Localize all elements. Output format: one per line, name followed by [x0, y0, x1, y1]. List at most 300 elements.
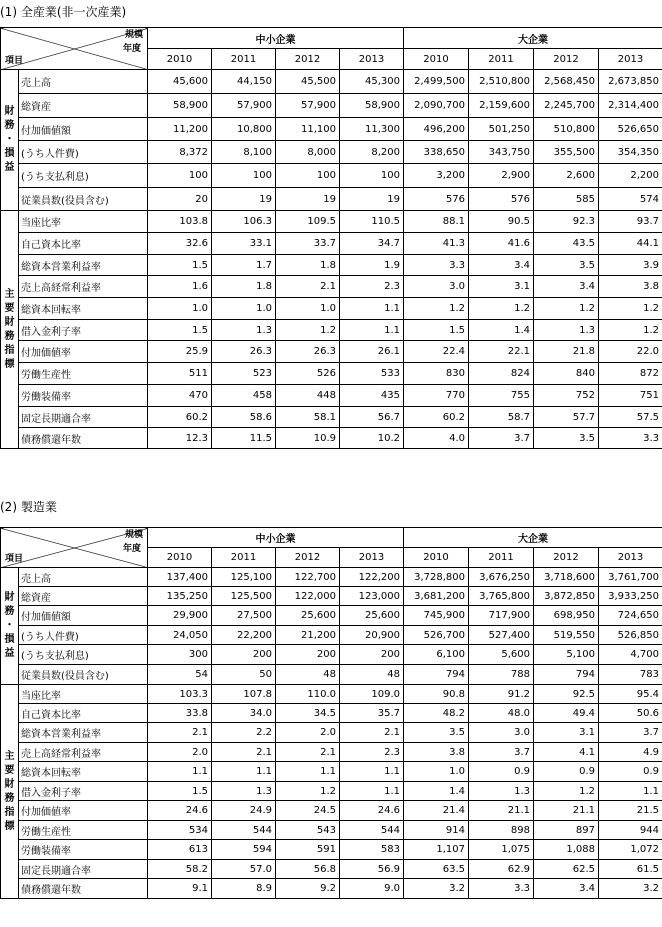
value-cell: 3.0	[404, 276, 469, 298]
row-label: (うち支払利息)	[19, 645, 148, 665]
value-cell: 2,900	[469, 164, 534, 188]
value-cell: 21.1	[469, 801, 534, 821]
value-cell: 2,200	[599, 164, 662, 188]
value-cell: 496,200	[404, 118, 469, 141]
value-cell: 48	[340, 665, 404, 685]
row-label: 付加価値率	[19, 341, 148, 363]
value-cell: 3.3	[469, 879, 534, 899]
value-cell: 3.7	[469, 743, 534, 762]
value-cell: 56.8	[276, 860, 340, 879]
header-item-label: 項目	[5, 56, 24, 66]
value-cell: 3.5	[534, 255, 599, 276]
value-cell: 57,900	[212, 94, 276, 118]
value-cell: 41.3	[404, 233, 469, 255]
value-cell: 1.1	[212, 762, 276, 782]
value-cell: 1,075	[469, 840, 534, 860]
year-header: 2011	[212, 548, 276, 568]
value-cell: 48.0	[469, 704, 534, 723]
value-cell: 1,072	[599, 840, 662, 860]
value-cell: 34.7	[340, 233, 404, 255]
row-label: 当座比率	[19, 211, 148, 233]
value-cell: 543	[276, 821, 340, 840]
value-cell: 724,650	[599, 606, 662, 626]
value-cell: 872	[599, 363, 662, 385]
group-label-char: 務	[4, 606, 15, 617]
group-label-char: 益	[4, 648, 15, 659]
value-cell: 137,400	[148, 568, 212, 587]
value-cell: 3.7	[599, 723, 662, 743]
value-cell: 458	[212, 385, 276, 407]
value-cell: 1.1	[340, 320, 404, 341]
value-cell: 343,750	[469, 141, 534, 164]
value-cell: 34.0	[212, 704, 276, 723]
value-cell: 22.1	[469, 341, 534, 363]
value-cell: 585	[534, 188, 599, 211]
table-row	[1, 341, 662, 363]
value-cell: 3.0	[469, 723, 534, 743]
value-cell: 544	[340, 821, 404, 840]
value-cell: 3.4	[534, 276, 599, 298]
value-cell: 533	[340, 363, 404, 385]
value-cell: 10.9	[276, 428, 340, 449]
value-cell: 1.2	[534, 782, 599, 801]
value-cell: 8,100	[212, 141, 276, 164]
group-label-fin	[1, 568, 19, 685]
group-label-char: 指	[4, 806, 15, 818]
section-1-title: (1) 全産業(非一次産業)	[0, 5, 127, 19]
table-row	[1, 821, 662, 840]
value-cell: 3,676,250	[469, 568, 534, 587]
table-row	[1, 188, 662, 211]
value-cell: 3,761,700	[599, 568, 662, 587]
value-cell: 3,872,850	[534, 587, 599, 606]
value-cell: 103.8	[148, 211, 212, 233]
table-row	[1, 94, 662, 118]
group-label-ratio	[1, 685, 19, 899]
value-cell: 1.1	[340, 298, 404, 320]
value-cell: 338,650	[404, 141, 469, 164]
table-row	[1, 723, 662, 743]
header-scale-label: 規模	[124, 30, 143, 40]
row-label: 売上高経常利益率	[19, 743, 148, 762]
table-row	[1, 164, 662, 188]
value-cell: 90.5	[469, 211, 534, 233]
row-label: 総資本営業利益率	[19, 723, 148, 743]
row-label: 付加価値額	[19, 606, 148, 626]
value-cell: 33.1	[212, 233, 276, 255]
value-cell: 526,650	[599, 118, 662, 141]
value-cell: 2,600	[534, 164, 599, 188]
header-scale-label: 規模	[124, 530, 143, 540]
value-cell: 8,000	[276, 141, 340, 164]
value-cell: 1.1	[276, 762, 340, 782]
value-cell: 58.7	[469, 407, 534, 428]
value-cell: 33.8	[148, 704, 212, 723]
value-cell: 3.3	[404, 255, 469, 276]
value-cell: 24.6	[148, 801, 212, 821]
year-header: 2011	[469, 49, 534, 70]
value-cell: 109.5	[276, 211, 340, 233]
value-cell: 21.5	[599, 801, 662, 821]
value-cell: 3.4	[469, 255, 534, 276]
value-cell: 90.8	[404, 685, 469, 704]
value-cell: 1.0	[404, 762, 469, 782]
group-label-char: 財	[4, 592, 15, 603]
value-cell: 62.9	[469, 860, 534, 879]
value-cell: 1.2	[276, 782, 340, 801]
value-cell: 2.3	[340, 276, 404, 298]
value-cell: 470	[148, 385, 212, 407]
value-cell: 824	[469, 363, 534, 385]
value-cell: 2,568,450	[534, 70, 599, 94]
table-row	[1, 587, 662, 606]
value-cell: 1.5	[148, 320, 212, 341]
row-label: 借入金利子率	[19, 782, 148, 801]
value-cell: 95.4	[599, 685, 662, 704]
table-row	[1, 840, 662, 860]
value-cell: 100	[148, 164, 212, 188]
value-cell: 2.3	[340, 743, 404, 762]
value-cell: 45,600	[148, 70, 212, 94]
value-cell: 3.8	[599, 276, 662, 298]
value-cell: 135,250	[148, 587, 212, 606]
value-cell: 2.1	[212, 743, 276, 762]
row-label: 固定長期適合率	[19, 407, 148, 428]
value-cell: 1.9	[340, 255, 404, 276]
table-row	[1, 141, 662, 164]
value-cell: 123,000	[340, 587, 404, 606]
group-label-char: ・	[4, 134, 15, 145]
value-cell: 2.1	[148, 723, 212, 743]
value-cell: 45,300	[340, 70, 404, 94]
value-cell: 1.0	[212, 298, 276, 320]
row-label: 付加価値額	[19, 118, 148, 141]
value-cell: 109.0	[340, 685, 404, 704]
value-cell: 57,900	[276, 94, 340, 118]
value-cell: 25.9	[148, 341, 212, 363]
value-cell: 794	[534, 665, 599, 685]
row-label: 自己資本比率	[19, 233, 148, 255]
value-cell: 435	[340, 385, 404, 407]
row-label: 固定長期適合率	[19, 860, 148, 879]
value-cell: 61.5	[599, 860, 662, 879]
table-row	[1, 385, 662, 407]
value-cell: 1.2	[534, 298, 599, 320]
value-cell: 34.5	[276, 704, 340, 723]
value-cell: 9.0	[340, 879, 404, 899]
group-header-large: 大企業	[404, 28, 662, 49]
value-cell: 3,718,600	[534, 568, 599, 587]
value-cell: 11,100	[276, 118, 340, 141]
value-cell: 448	[276, 385, 340, 407]
value-cell: 1.6	[148, 276, 212, 298]
value-cell: 50.6	[599, 704, 662, 723]
value-cell: 2,314,400	[599, 94, 662, 118]
value-cell: 830	[404, 363, 469, 385]
value-cell: 2,159,600	[469, 94, 534, 118]
value-cell: 106.3	[212, 211, 276, 233]
table-row	[1, 276, 662, 298]
value-cell: 3.1	[534, 723, 599, 743]
value-cell: 3.3	[599, 428, 662, 449]
year-header: 2010	[148, 49, 212, 70]
value-cell: 770	[404, 385, 469, 407]
value-cell: 48.2	[404, 704, 469, 723]
year-header: 2012	[534, 49, 599, 70]
value-cell: 57.7	[534, 407, 599, 428]
value-cell: 1.8	[276, 255, 340, 276]
year-header: 2011	[212, 49, 276, 70]
group-label-char: 損	[4, 634, 15, 645]
value-cell: 0.9	[534, 762, 599, 782]
value-cell: 29,900	[148, 606, 212, 626]
value-cell: 57.0	[212, 860, 276, 879]
table-row	[1, 801, 662, 821]
value-cell: 534	[148, 821, 212, 840]
value-cell: 125,100	[212, 568, 276, 587]
value-cell: 33.7	[276, 233, 340, 255]
value-cell: 54	[148, 665, 212, 685]
table-row	[1, 233, 662, 255]
value-cell: 200	[276, 645, 340, 665]
table-row	[1, 626, 662, 645]
value-cell: 88.1	[404, 211, 469, 233]
value-cell: 0.9	[599, 762, 662, 782]
value-cell: 22.4	[404, 341, 469, 363]
value-cell: 49.4	[534, 704, 599, 723]
value-cell: 57.5	[599, 407, 662, 428]
value-cell: 41.6	[469, 233, 534, 255]
value-cell: 355,500	[534, 141, 599, 164]
group-header-small: 中小企業	[148, 28, 404, 49]
value-cell: 544	[212, 821, 276, 840]
value-cell: 122,000	[276, 587, 340, 606]
value-cell: 1.1	[340, 782, 404, 801]
value-cell: 1.5	[148, 255, 212, 276]
value-cell: 43.5	[534, 233, 599, 255]
header-row-scale	[1, 528, 662, 548]
value-cell: 1.1	[599, 782, 662, 801]
row-label: 総資本営業利益率	[19, 255, 148, 276]
section-1-table	[0, 27, 662, 449]
value-cell: 10.2	[340, 428, 404, 449]
value-cell: 519,550	[534, 626, 599, 645]
value-cell: 58.6	[212, 407, 276, 428]
value-cell: 21,200	[276, 626, 340, 645]
value-cell: 2,090,700	[404, 94, 469, 118]
value-cell: 20,900	[340, 626, 404, 645]
value-cell: 60.2	[148, 407, 212, 428]
value-cell: 26.1	[340, 341, 404, 363]
row-label: 売上高	[19, 568, 148, 587]
value-cell: 2.1	[276, 743, 340, 762]
group-label-char: 主	[4, 288, 15, 300]
value-cell: 58,900	[340, 94, 404, 118]
value-cell: 5,100	[534, 645, 599, 665]
value-cell: 92.3	[534, 211, 599, 233]
table-row	[1, 320, 662, 341]
value-cell: 3.1	[469, 276, 534, 298]
value-cell: 576	[469, 188, 534, 211]
value-cell: 22,200	[212, 626, 276, 645]
group-label-char: ・	[4, 620, 15, 631]
value-cell: 2,499,500	[404, 70, 469, 94]
group-label-char: 要	[4, 764, 15, 776]
value-cell: 1.7	[212, 255, 276, 276]
group-header-large: 大企業	[404, 528, 662, 548]
value-cell: 103.3	[148, 685, 212, 704]
table-row	[1, 407, 662, 428]
header-year-label: 年度	[122, 544, 141, 554]
value-cell: 526,700	[404, 626, 469, 645]
value-cell: 717,900	[469, 606, 534, 626]
value-cell: 24.6	[340, 801, 404, 821]
row-label: 労働装備率	[19, 840, 148, 860]
table-row	[1, 665, 662, 685]
value-cell: 755	[469, 385, 534, 407]
value-cell: 2,510,800	[469, 70, 534, 94]
group-label-fin	[1, 70, 19, 211]
value-cell: 21.4	[404, 801, 469, 821]
value-cell: 354,350	[599, 141, 662, 164]
table-row	[1, 118, 662, 141]
year-header: 2010	[404, 548, 469, 568]
value-cell: 783	[599, 665, 662, 685]
value-cell: 21.8	[534, 341, 599, 363]
year-header: 2013	[340, 49, 404, 70]
value-cell: 1.5	[148, 782, 212, 801]
value-cell: 1.4	[404, 782, 469, 801]
value-cell: 794	[404, 665, 469, 685]
value-cell: 2.1	[340, 723, 404, 743]
header-item-label: 項目	[5, 554, 24, 564]
value-cell: 56.9	[340, 860, 404, 879]
value-cell: 125,500	[212, 587, 276, 606]
value-cell: 594	[212, 840, 276, 860]
value-cell: 4.9	[599, 743, 662, 762]
group-label-char: 益	[4, 162, 15, 173]
value-cell: 3,765,800	[469, 587, 534, 606]
group-label-char: 要	[4, 302, 15, 314]
value-cell: 3,728,800	[404, 568, 469, 587]
year-header: 2013	[340, 548, 404, 568]
table-row	[1, 70, 662, 94]
value-cell: 510,800	[534, 118, 599, 141]
row-label: 売上高	[19, 70, 148, 94]
value-cell: 60.2	[404, 407, 469, 428]
value-cell: 1.5	[404, 320, 469, 341]
value-cell: 8,200	[340, 141, 404, 164]
value-cell: 1,088	[534, 840, 599, 860]
value-cell: 93.7	[599, 211, 662, 233]
value-cell: 11,200	[148, 118, 212, 141]
value-cell: 3.5	[534, 428, 599, 449]
value-cell: 511	[148, 363, 212, 385]
value-cell: 62.5	[534, 860, 599, 879]
value-cell: 1.0	[276, 298, 340, 320]
row-label: 付加価値率	[19, 801, 148, 821]
value-cell: 24,050	[148, 626, 212, 645]
value-cell: 3,681,200	[404, 587, 469, 606]
row-label: 債務償還年数	[19, 428, 148, 449]
group-label-char: 財	[4, 106, 15, 117]
group-label-char: 務	[4, 330, 15, 342]
row-label: 売上高経常利益率	[19, 276, 148, 298]
value-cell: 2.0	[276, 723, 340, 743]
row-label: 総資産	[19, 94, 148, 118]
value-cell: 3,933,250	[599, 587, 662, 606]
table-row	[1, 860, 662, 879]
value-cell: 50	[212, 665, 276, 685]
value-cell: 3,200	[404, 164, 469, 188]
value-cell: 21.1	[534, 801, 599, 821]
value-cell: 91.2	[469, 685, 534, 704]
table-row	[1, 645, 662, 665]
year-header: 2010	[148, 548, 212, 568]
value-cell: 10,800	[212, 118, 276, 141]
value-cell: 1.2	[404, 298, 469, 320]
value-cell: 22.0	[599, 341, 662, 363]
row-label: 労働生産性	[19, 821, 148, 840]
value-cell: 2.1	[276, 276, 340, 298]
value-cell: 3.4	[534, 879, 599, 899]
value-cell: 58.1	[276, 407, 340, 428]
table-row	[1, 704, 662, 723]
table-row	[1, 211, 662, 233]
row-label: 従業員数(役員含む)	[19, 188, 148, 211]
value-cell: 58,900	[148, 94, 212, 118]
value-cell: 1.3	[469, 782, 534, 801]
value-cell: 11.5	[212, 428, 276, 449]
value-cell: 1.3	[212, 320, 276, 341]
table-row	[1, 255, 662, 276]
group-header-small: 中小企業	[148, 528, 404, 548]
value-cell: 1.8	[212, 276, 276, 298]
value-cell: 897	[534, 821, 599, 840]
group-label-char: 標	[4, 358, 15, 370]
value-cell: 19	[340, 188, 404, 211]
value-cell: 1.3	[212, 782, 276, 801]
value-cell: 751	[599, 385, 662, 407]
value-cell: 788	[469, 665, 534, 685]
table-row	[1, 879, 662, 899]
value-cell: 26.3	[212, 341, 276, 363]
value-cell: 100	[340, 164, 404, 188]
table-row	[1, 685, 662, 704]
value-cell: 523	[212, 363, 276, 385]
value-cell: 1.2	[599, 320, 662, 341]
year-header: 2011	[469, 548, 534, 568]
value-cell: 8,372	[148, 141, 212, 164]
row-label: (うち人件費)	[19, 626, 148, 645]
value-cell: 574	[599, 188, 662, 211]
group-label-char: 標	[4, 820, 15, 832]
value-cell: 1.3	[534, 320, 599, 341]
header-corner	[1, 28, 148, 70]
value-cell: 45,500	[276, 70, 340, 94]
value-cell: 6,100	[404, 645, 469, 665]
value-cell: 1.4	[469, 320, 534, 341]
year-header: 2012	[276, 49, 340, 70]
value-cell: 92.5	[534, 685, 599, 704]
value-cell: 2.0	[148, 743, 212, 762]
row-label: 労働装備率	[19, 385, 148, 407]
value-cell: 100	[276, 164, 340, 188]
value-cell: 1,107	[404, 840, 469, 860]
table-row	[1, 782, 662, 801]
value-cell: 2,245,700	[534, 94, 599, 118]
value-cell: 2.2	[212, 723, 276, 743]
